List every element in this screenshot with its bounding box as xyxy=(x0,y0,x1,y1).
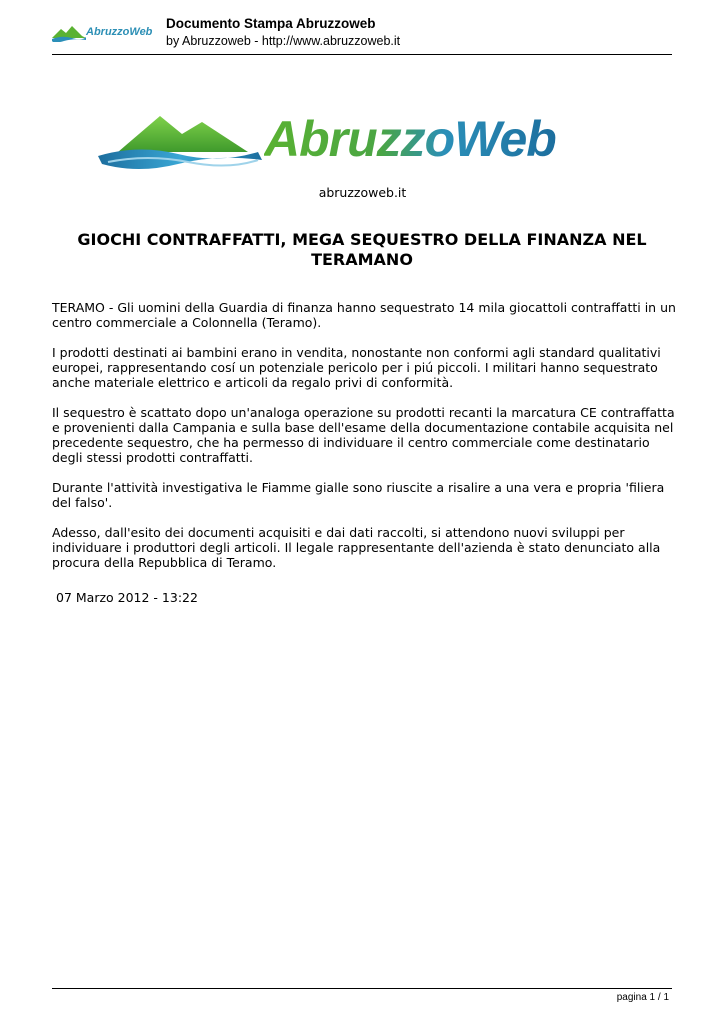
header-divider xyxy=(52,54,672,55)
header-logo xyxy=(52,24,152,42)
header-title: Documento Stampa Abruzzoweb xyxy=(166,16,376,31)
site-logo xyxy=(98,108,608,172)
header-subtitle: by Abruzzoweb - http://www.abruzzoweb.it xyxy=(166,34,401,48)
article-paragraph: I prodotti destinati ai bambini erano in vendita, nonostante non conformi agli standard qualitativi europei, rappresentando cosí un potenziale pericolo per i piú piccoli. I militari hanno sequestrato anche materiale elettrico e articoli da regalo privi di conformità. xyxy=(52,345,661,390)
site-name: abruzzoweb.it xyxy=(318,185,407,200)
print-header xyxy=(52,16,672,56)
article-title: GIOCHI CONTRAFFATTI, MEGA SEQUESTRO DELLA FINANZA NEL TERAMANO xyxy=(77,230,647,269)
article-paragraph: Durante l'attività investigativa le Fiamme gialle sono riuscite a risalire a una vera e propria 'filiera del falso'. xyxy=(52,480,665,510)
site-logo-text: AbruzzoWeb xyxy=(264,111,556,167)
article-body xyxy=(52,300,682,585)
article-paragraph: Adesso, dall'esito dei documenti acquisiti e dai dati raccolti, si attendono nuovi sviluppi per individuare i produttori degli articoli. Il legale rappresentante dell'azienda è stato denunciato alla procura della Repubblica di Teramo. xyxy=(52,525,661,570)
mountain-icon xyxy=(52,24,86,42)
footer-divider xyxy=(52,988,672,989)
page-number: pagina 1 / 1 xyxy=(616,992,669,1003)
article-date: 07 Marzo 2012 - 13:22 xyxy=(56,590,198,605)
article-paragraph: Il sequestro è scattato dopo un'analoga operazione su prodotti recanti la marcatura CE contraffatta e provenienti dalla Campania e sulla base dell'esame della documentazione contabile acquisita nel precedente sequestro, che ha permesso di individuare il centro commerciale come destinatario degli stessi prodotti contraffatti. xyxy=(52,405,675,465)
article-paragraph: TERAMO - Gli uomini della Guardia di finanza hanno sequestrato 14 mila giocattoli contraffatti in un centro commerciale a Colonnella (Teramo). xyxy=(52,300,676,330)
mountain-logo-icon xyxy=(98,108,268,172)
header-logo-text: AbruzzoWeb xyxy=(86,26,153,38)
